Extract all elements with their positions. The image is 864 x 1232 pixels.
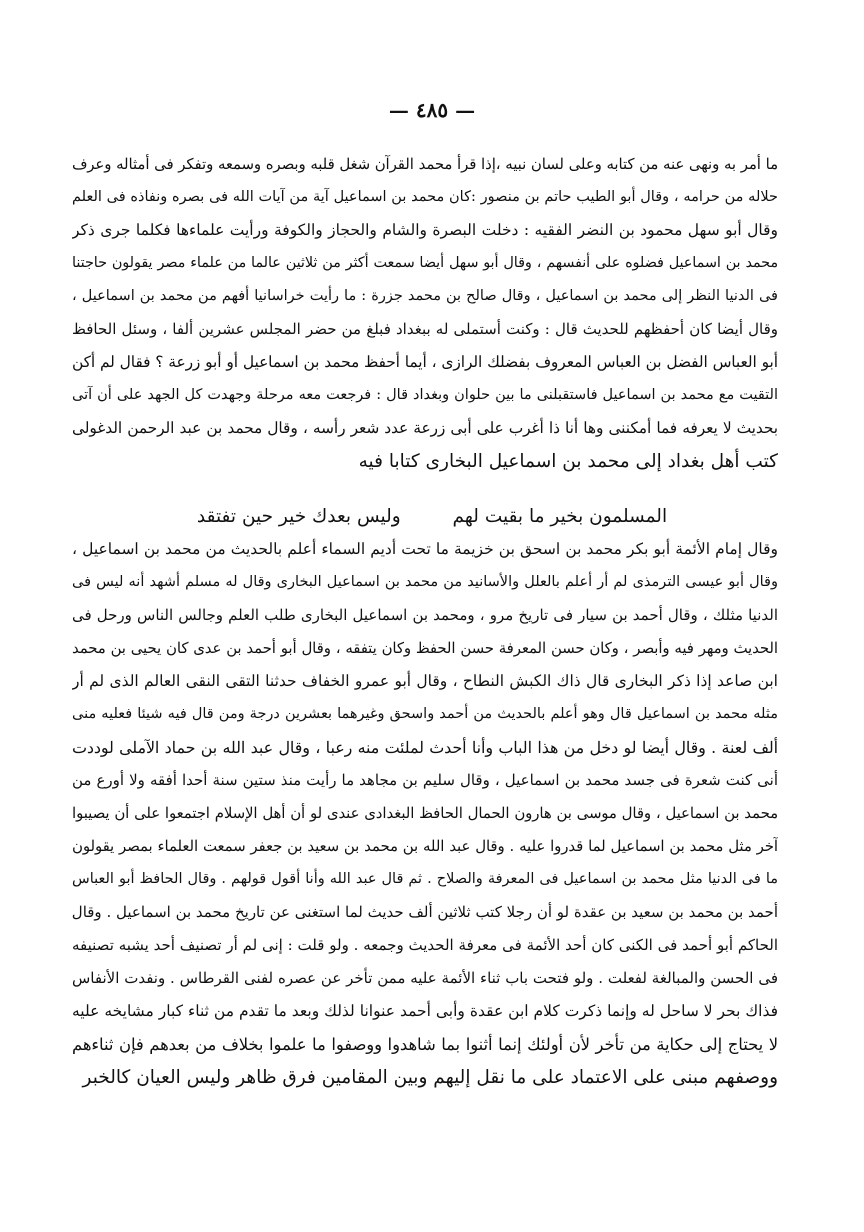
- paragraph-2: [72, 533, 778, 1094]
- text-line: ألف لعنة . وقال أيضا لو دخل من هذا الباب وأنا أحدث لملئت منه رعبا ، وقال عبد الله بن حماد الآملى لوددت: [72, 738, 778, 757]
- verse-first-hemistich: المسلمون بخير ما بقيت لهم: [452, 506, 668, 527]
- text-line: ما فى الدنيا مثل محمد بن اسماعيل فى المعرفة والصلاح . ثم قال عبد الله وأنا أقول قولهم . وقال الحافظ أبو العباس: [72, 871, 778, 887]
- text-line: ابن صاعد إذا ذكر البخارى قال ذاك الكبش النطاح ، وقال أبو عمرو الخفاف حدثنا التقى النقى العالم الذى لم أر: [72, 672, 778, 690]
- text-line: بحديث لا يعرفه فما أمكننى وها أنا ذا أغرب على أبى زرعة عدد شعر رأسه ، وقال محمد بن عبد الرحمن الدغولى: [72, 419, 778, 437]
- text-line: محمد بن اسماعيل ، وقال موسى بن هارون الحمال الحافظ البغدادى عندى لو أن أهل الإسلام اجتمعوا على أن يصيبوا: [72, 805, 778, 822]
- page-number: — ٤٨٥ —: [388, 98, 476, 122]
- text-line: فى الدنيا النظر إلى محمد بن اسماعيل ، وقال صالح بن محمد جزرة : ما رأيت خراسانيا أفهم من محمد بن اسماعيل ،: [72, 288, 778, 304]
- text-line: أحمد بن محمد بن سعيد بن عقدة لو أن رجلا كتب ثلاثين ألف حديث لما استغنى عن تاريخ محمد بن اسماعيل . وقال: [72, 903, 778, 921]
- text-line: التقيت مع محمد بن اسماعيل فاستقبلنى ما بين حلوان وبغداد قال : فرجعت معه مرحلة وجهدت كل الجهد على أن آتى: [72, 387, 778, 403]
- poetry-verse: [0, 500, 864, 533]
- text-line: الحاكم أبو أحمد فى الكنى كان أحد الأئمة فى معرفة الحديث وجمعه . ولو قلت : إنى لم أر تصنيف أحد يشبه تصنيفه: [72, 936, 778, 954]
- text-line: فذاك بحر لا ساحل له وإنما ذكرت كلام ابن عقدة وأبى أحمد عنوانا لذلك وبعد ما تقدم من ثناء كبار مشايخه عليه: [72, 1002, 778, 1020]
- text-line: محمد بن اسماعيل فضلوه على أنفسهم ، وقال أبو سهل أيضا سمعت أكثر من ثلاثين عالما من علماء مصر يقولون حاجتنا: [72, 255, 778, 271]
- text-line: وقال إمام الأئمة أبو بكر محمد بن اسحق بن خزيمة ما تحت أديم السماء أعلم بالحديث من محمد بن اسماعيل ،: [72, 540, 778, 558]
- text-line: لا يحتاج إلى حكاية من تأخر لأن أولئك إنما أثنوا بما شاهدوا ووصفوا ما علموا بخلاف من بعدهم فإن ثناءهم: [72, 1035, 778, 1054]
- text-line: ما أمر به ونهى عنه من كتابه وعلى لسان نبيه ،إذا قرأ محمد القرآن شغل قلبه وبصره وسمعه وتفكر فى أمثاله وعرف: [72, 156, 778, 173]
- text-line: كتب أهل بغداد إلى محمد بن اسماعيل البخارى كتابا فيه: [358, 451, 778, 472]
- text-line: الحديث ومهر فيه وأبصر ، وكان حسن المعرفة حسن الحفظ وكان يتفقه ، وقال أبو أحمد بن عدى كان يحيى بن محمد: [72, 640, 778, 657]
- text-line: وقال أبو عيسى الترمذى لم أر أعلم بالعلل والأسانيد من محمد بن اسماعيل البخارى وقال له مسلم أشهد أنه ليس فى: [72, 574, 778, 590]
- text-line: حلاله من حرامه ، وقال أبو الطيب حاتم بن منصور :كان محمد بن اسماعيل آية من آيات الله فى بصره ونفاذه فى العلم: [72, 189, 778, 205]
- text-line: الدنيا مثلك ، وقال أحمد بن سيار فى تاريخ مرو ، ومحمد بن اسماعيل البخارى طلب العلم وجالس الناس ورحل فى: [72, 606, 778, 624]
- text-line: أبو العباس الفضل بن العباس المعروف بفضلك الرازى ، أيما أحفظ محمد بن اسماعيل أو أبو زرعة ؟ فقال لم أكن: [72, 353, 778, 371]
- text-line: آخر مثل محمد بن اسماعيل لما قدروا عليه . وقال عبد الله بن محمد بن سعيد بن جعفر سمعت العلماء بمصر يقولون: [72, 838, 778, 855]
- text-line: وقال أيضا كان أحفظهم للحديث قال : وكنت أستملى له ببغداد فبلغ من حضر المجلس عشرين ألفا ، وسئل الحافظ: [72, 320, 778, 338]
- text-line: أنى كنت شعرة فى جسد محمد بن اسماعيل ، وقال سليم بن مجاهد ما رأيت منذ ستين سنة أحدا أفقه ولا أورع من: [72, 771, 778, 789]
- paragraph-1: [72, 148, 778, 478]
- text-line: ووصفهم مبنى على الاعتماد على ما نقل إليهم وبين المقامين فرق ظاهر وليس العيان كالخبر: [82, 1067, 778, 1088]
- verse-second-hemistich: وليس بعدك خير حين تفتقد: [196, 506, 401, 527]
- text-line: فى الحسن والمبالغة لفعلت . ولو فتحت باب ثناء الأئمة عليه ممن تأخر عن عصره لفنى القرطاس . ونفدت الأنفاس: [72, 969, 778, 987]
- text-line: مثله محمد بن اسماعيل قال وهو أعلم بالحديث من أحمد واسحق وغيرهما بعشرين درجة ومن قال فيه شيئا فعليه منى: [72, 706, 778, 722]
- text-line: وقال أبو سهل محمود بن النضر الفقيه : دخلت البصرة والشام والحجاز والكوفة ورأيت علماءها فكلما جرى ذكر: [72, 221, 778, 239]
